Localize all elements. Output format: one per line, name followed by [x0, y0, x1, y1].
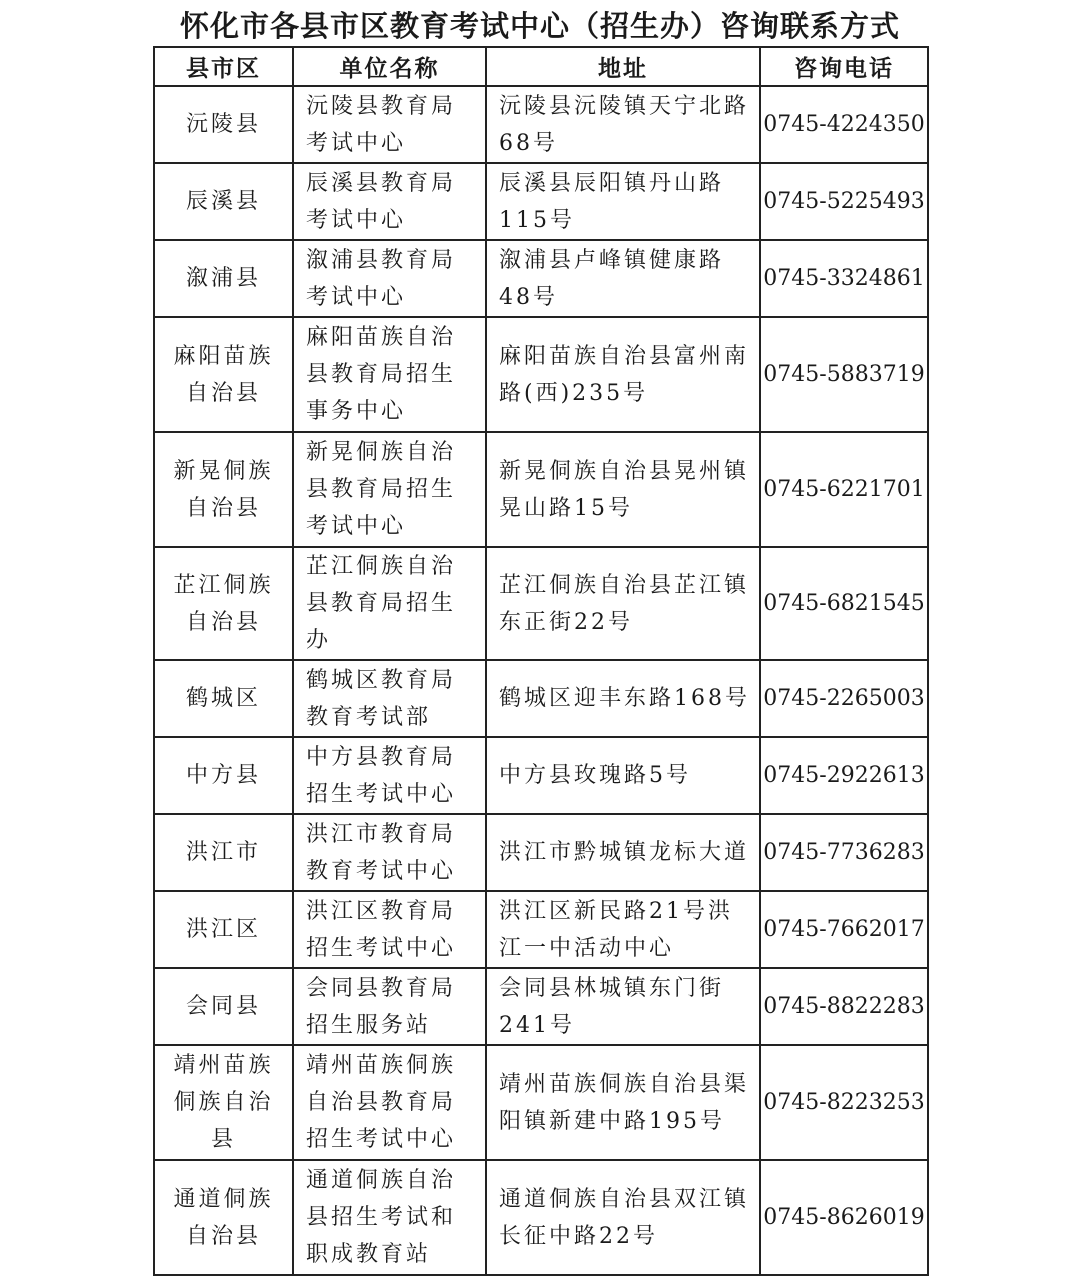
phone-cell: 0745-7736283 — [760, 814, 928, 891]
address-cell: 洪江市黔城镇龙标大道 — [486, 814, 760, 891]
unit-name-cell: 芷江侗族自治县教育局招生办 — [293, 547, 486, 660]
header-county: 县市区 — [154, 47, 293, 86]
county-cell: 洪江市 — [154, 814, 293, 891]
county-cell: 中方县 — [154, 737, 293, 814]
address-cell: 麻阳苗族自治县富州南路(西)235号 — [486, 317, 760, 432]
phone-cell: 0745-5225493 — [760, 163, 928, 240]
document-title: 怀化市各县市区教育考试中心（招生办）咨询联系方式 — [179, 9, 900, 43]
county-cell: 新晃侗族自治县 — [154, 432, 293, 547]
address-cell: 靖州苗族侗族自治县渠阳镇新建中路195号 — [486, 1045, 760, 1160]
county-cell: 芷江侗族自治县 — [154, 547, 293, 660]
phone-cell: 0745-7662017 — [760, 891, 928, 968]
unit-name-cell: 中方县教育局招生考试中心 — [293, 737, 486, 814]
table-row — [154, 891, 928, 968]
header-phone: 咨询电话 — [760, 47, 928, 86]
address-cell: 洪江区新民路21号洪江一中活动中心 — [486, 891, 760, 968]
phone-cell: 0745-3324861 — [760, 240, 928, 317]
address-cell: 沅陵县沅陵镇天宁北路68号 — [486, 86, 760, 163]
county-cell: 洪江区 — [154, 891, 293, 968]
table-row — [154, 1045, 928, 1160]
phone-cell: 0745-6821545 — [760, 547, 928, 660]
county-cell: 沅陵县 — [154, 86, 293, 163]
table-row — [154, 660, 928, 737]
table-row — [154, 432, 928, 547]
phone-cell: 0745-2265003 — [760, 660, 928, 737]
table-row — [154, 547, 928, 660]
table-header-row — [154, 47, 928, 86]
phone-cell: 0745-8223253 — [760, 1045, 928, 1160]
table-row — [154, 240, 928, 317]
phone-cell: 0745-4224350 — [760, 86, 928, 163]
table-row — [154, 317, 928, 432]
address-cell: 芷江侗族自治县芷江镇东正街22号 — [486, 547, 760, 660]
county-cell: 通道侗族自治县 — [154, 1160, 293, 1275]
address-cell: 会同县林城镇东门街241号 — [486, 968, 760, 1045]
address-cell: 辰溪县辰阳镇丹山路115号 — [486, 163, 760, 240]
county-cell: 会同县 — [154, 968, 293, 1045]
unit-name-cell: 新晃侗族自治县教育局招生考试中心 — [293, 432, 486, 547]
phone-cell: 0745-8822283 — [760, 968, 928, 1045]
phone-cell: 0745-5883719 — [760, 317, 928, 432]
phone-cell: 0745-6221701 — [760, 432, 928, 547]
phone-cell: 0745-2922613 — [760, 737, 928, 814]
county-cell: 鹤城区 — [154, 660, 293, 737]
county-cell: 辰溪县 — [154, 163, 293, 240]
table-row — [154, 814, 928, 891]
header-unit: 单位名称 — [293, 47, 486, 86]
table-row — [154, 737, 928, 814]
unit-name-cell: 溆浦县教育局考试中心 — [293, 240, 486, 317]
unit-name-cell: 辰溪县教育局考试中心 — [293, 163, 486, 240]
unit-name-cell: 通道侗族自治县招生考试和职成教育站 — [293, 1160, 486, 1275]
county-cell: 靖州苗族侗族自治县 — [154, 1045, 293, 1160]
table-row — [154, 86, 928, 163]
address-cell: 溆浦县卢峰镇健康路48号 — [486, 240, 760, 317]
unit-name-cell: 会同县教育局招生服务站 — [293, 968, 486, 1045]
table-row — [154, 968, 928, 1045]
unit-name-cell: 鹤城区教育局教育考试部 — [293, 660, 486, 737]
contact-table — [153, 46, 929, 1276]
unit-name-cell: 麻阳苗族自治县教育局招生事务中心 — [293, 317, 486, 432]
county-cell: 麻阳苗族自治县 — [154, 317, 293, 432]
unit-name-cell: 洪江市教育局教育考试中心 — [293, 814, 486, 891]
address-cell: 通道侗族自治县双江镇长征中路22号 — [486, 1160, 760, 1275]
county-cell: 溆浦县 — [154, 240, 293, 317]
address-cell: 鹤城区迎丰东路168号 — [486, 660, 760, 737]
address-cell: 新晃侗族自治县晃州镇晃山路15号 — [486, 432, 760, 547]
table-row — [154, 163, 928, 240]
unit-name-cell: 洪江区教育局招生考试中心 — [293, 891, 486, 968]
header-address: 地址 — [486, 47, 760, 86]
unit-name-cell: 靖州苗族侗族自治县教育局招生考试中心 — [293, 1045, 486, 1160]
phone-cell: 0745-8626019 — [760, 1160, 928, 1275]
unit-name-cell: 沅陵县教育局考试中心 — [293, 86, 486, 163]
address-cell: 中方县玫瑰路5号 — [486, 737, 760, 814]
